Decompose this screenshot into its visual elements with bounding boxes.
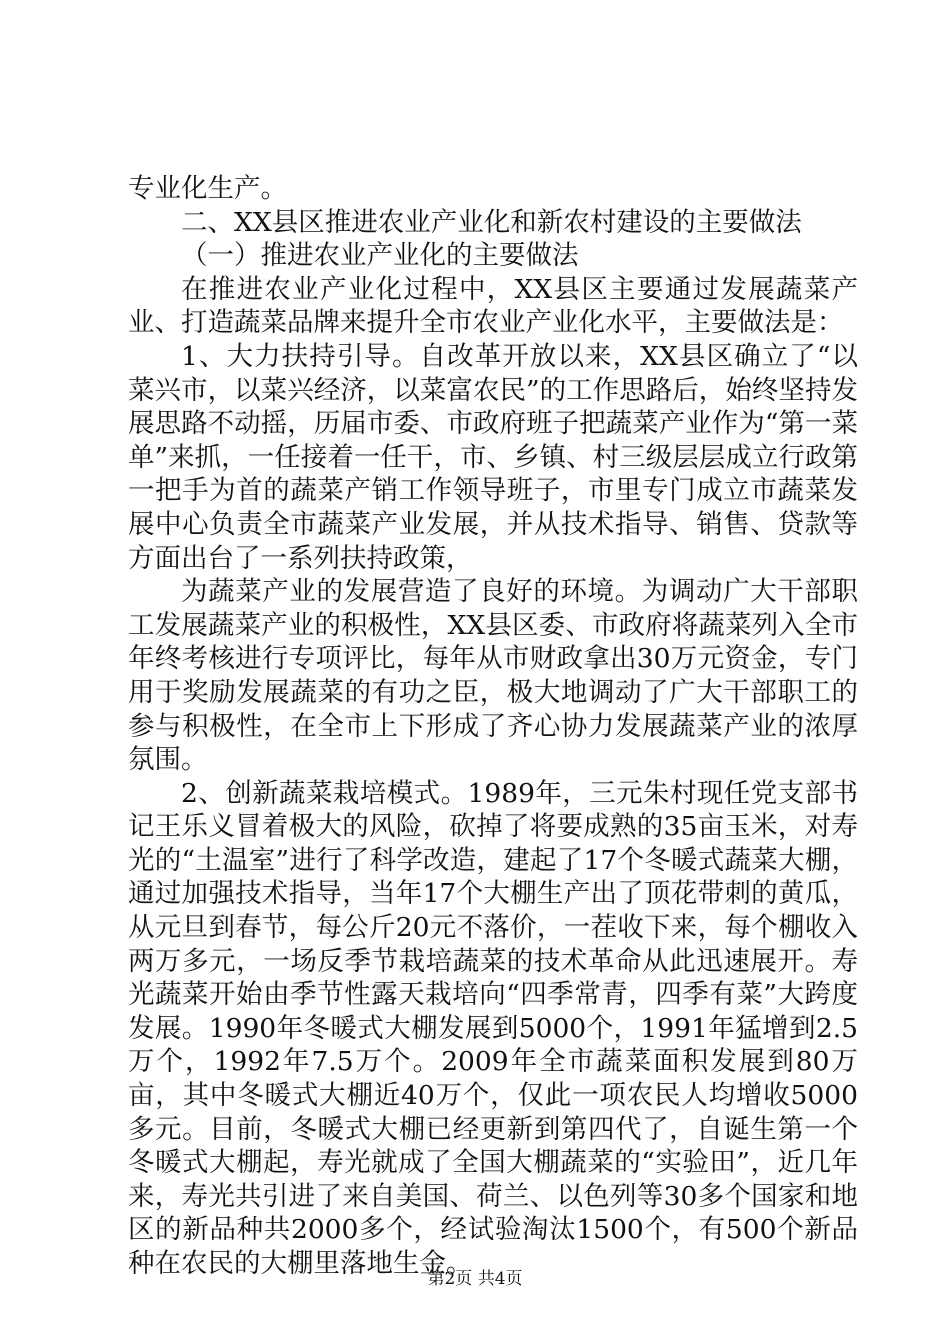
subsection-heading: （一）推进农业产业化的主要做法	[181, 240, 579, 272]
paragraph-intro: 在推进农业产业化过程中，XX县区主要通过发展蔬菜产业、打造蔬菜品牌来提升全市农业产业化水平，主要做法是：	[128, 273, 858, 339]
paragraph-cultivation-model: 2、创新蔬菜栽培模式。1989年，三元朱村现任党支部书记王乐义冒着极大的风险，砍掉了将要成熟的35亩玉米，对寿光的“土温室”进行了科学改造，建起了17个冬暖式蔬菜大棚，通过加强技术指导，当年17个大棚生产出了顶花带刺的黄瓜，从元旦到春节，每公斤20元不落价，一茬收下来，每个棚收入两万多元，一场反季节栽培蔬菜的技术革命从此迅速展开。寿光蔬菜开始由季节性露天栽培向“四季常青，四季有菜”大跨度发展。1990年冬暖式大棚发展到5000个，1991年猛增到2.5万个，1992年7.5万个。2009年全市蔬菜面积发展到80万亩，其中冬暖式大棚近40万个，仅此一项农民人均增收5000多元。目前，冬暖式大棚已经更新到第四代了，自诞生第一个冬暖式大棚起，寿光就成了全国大棚蔬菜的“实验田”，近几年来，寿光共引进了来自美国、荷兰、以色列等30多个国家和地区的新品种共2000多个，经试验淘汰1500个，有500个新品种在农民的大棚里落地生金。	[128, 777, 858, 1279]
paragraph-support-guidance: 1、大力扶持引导。自改革开放以来，XX县区确立了“以菜兴市，以菜兴经济，以菜富农民”的工作思路后，始终坚持发展思路不动摇，历届市委、市政府班子把蔬菜产业作为“第一菜单”来抓，一任接着一任干，市、乡镇、村三级层层成立行政第一把手为首的蔬菜产销工作领导班子，市里专门成立市蔬菜发展中心负责全市蔬菜产业发展，并从技术指导、销售、贷款等方面出台了一系列扶持政策，	[128, 340, 858, 574]
paragraph-continuation: 专业化生产。	[128, 173, 287, 204]
document-body	[128, 172, 858, 1281]
page-footer	[0, 1268, 950, 1290]
section-heading: 二、XX县区推进农业产业化和新农村建设的主要做法	[181, 206, 802, 238]
paragraph-environment: 为蔬菜产业的发展营造了良好的环境。为调动广大干部职工发展蔬菜产业的积极性，XX县区委、市政府将蔬菜列入全市年终考核进行专项评比，每年从市财政拿出30万元资金，专门用于奖励发展蔬菜的有功之臣，极大地调动了广大干部职工的参与积极性，在全市上下形成了齐心协力发展蔬菜产业的浓厚氛围。	[128, 576, 858, 776]
page-number: 第2页 共4页	[427, 1269, 523, 1289]
